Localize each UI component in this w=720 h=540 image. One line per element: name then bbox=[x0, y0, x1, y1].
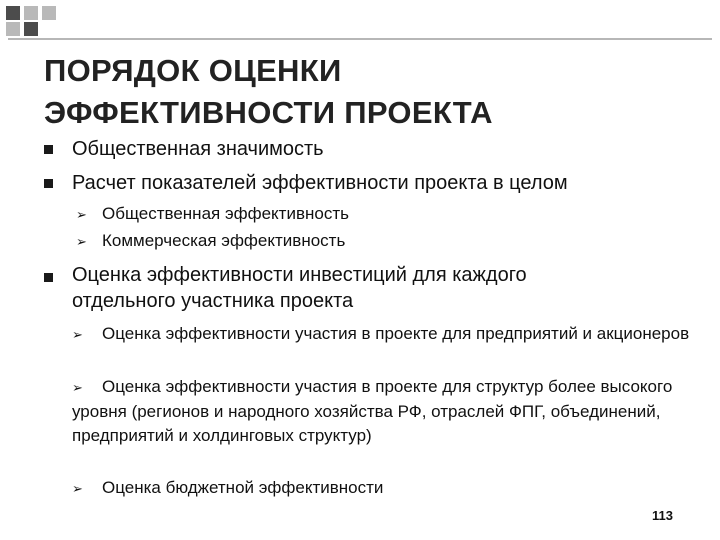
sub-bullet-item: Общественная эффективность bbox=[102, 204, 349, 223]
sub-paragraph bbox=[72, 322, 692, 347]
title-line: ЭФФЕКТИВНОСТИ ПРОЕКТА bbox=[44, 95, 493, 130]
bullet-item: Расчет показателей эффективности проекта в целом bbox=[72, 172, 568, 194]
arrowhead-bullet-icon: ➢ bbox=[72, 380, 83, 395]
bullet-item: Общественная значимость bbox=[72, 138, 324, 160]
arrowhead-bullet-icon: ➢ bbox=[76, 234, 87, 249]
square-bullet-icon bbox=[44, 273, 53, 282]
arrowhead-bullet-icon: ➢ bbox=[76, 207, 87, 222]
arrowhead-bullet-icon: ➢ bbox=[72, 481, 83, 496]
bullet-item-continuation: отдельного участника проекта bbox=[72, 290, 354, 312]
page-number: 113 bbox=[652, 508, 673, 523]
bullet-item: Оценка эффективности инвестиций для каждого bbox=[72, 264, 527, 286]
square-bullet-icon bbox=[44, 179, 53, 188]
sub-paragraph-text: Оценка эффективности участия в проекте для структур более высокого уровня (регионов и народного хозяйства РФ, отраслей ФПГ, объединений, предприятий и холдинговых структур) bbox=[72, 377, 673, 445]
sub-paragraph-text: Оценка бюджетной эффективности bbox=[102, 478, 384, 497]
sub-paragraph bbox=[72, 375, 692, 448]
arrowhead-bullet-icon: ➢ bbox=[72, 327, 83, 342]
sub-paragraph-text: Оценка эффективности участия в проекте для предприятий и акционеров bbox=[102, 324, 690, 343]
sub-bullet-item: Коммерческая эффективность bbox=[102, 231, 346, 250]
square-bullet-icon bbox=[44, 145, 53, 154]
title-line: ПОРЯДОК ОЦЕНКИ bbox=[44, 53, 342, 88]
sub-paragraph bbox=[72, 476, 692, 501]
